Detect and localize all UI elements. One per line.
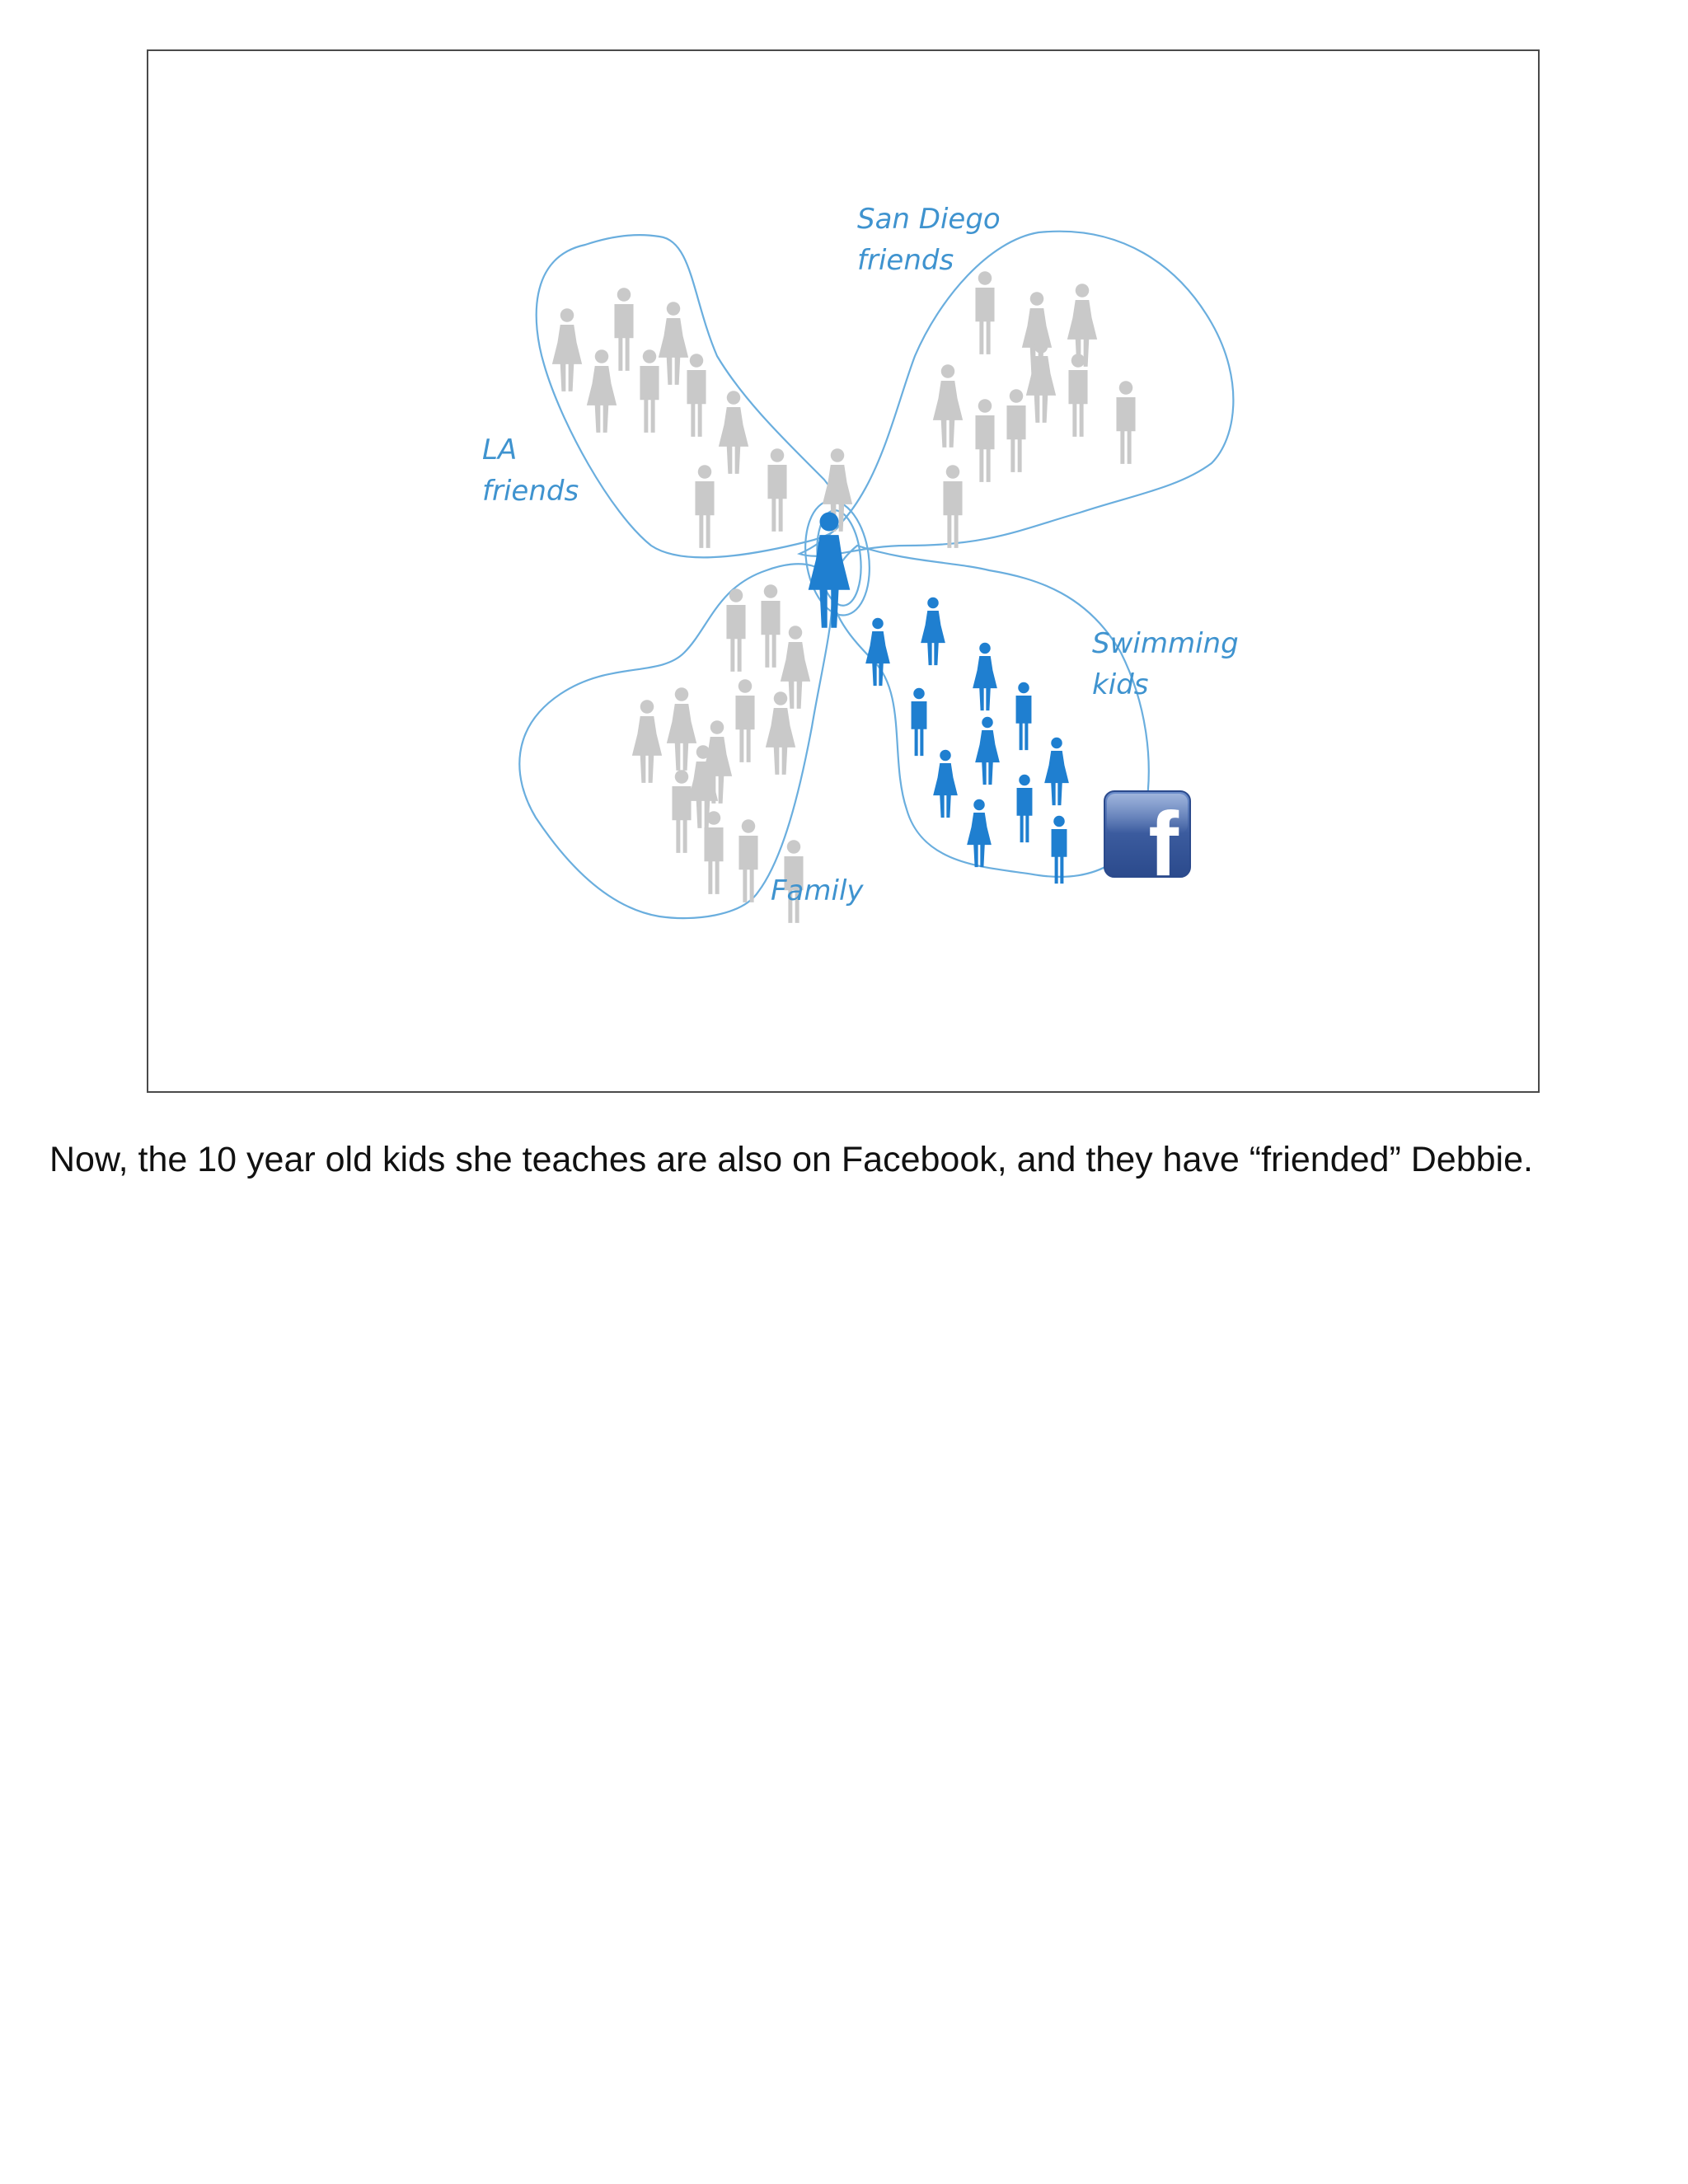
social-groups-diagram bbox=[148, 51, 1541, 1094]
person-grey-icon-3 bbox=[587, 349, 617, 433]
person-grey-icon-23 bbox=[667, 687, 696, 771]
people-layer bbox=[552, 271, 1136, 923]
person-grey-icon-0 bbox=[552, 308, 582, 391]
facebook-logo-letter: f bbox=[1148, 794, 1179, 895]
person-grey-icon-4 bbox=[640, 349, 659, 433]
person-grey-icon-19 bbox=[943, 465, 962, 548]
facebook-logo-icon bbox=[1104, 791, 1190, 895]
presenter-notes: Now, the 10 year old kids she teaches are also on Facebook, and they have “friended” Debbie. bbox=[49, 1140, 1533, 1179]
person-grey-icon-13 bbox=[1067, 284, 1097, 367]
person-blue-icon-6 bbox=[933, 750, 958, 818]
person-grey-icon-31 bbox=[738, 819, 757, 902]
person-blue-icon-3 bbox=[912, 688, 927, 756]
person-grey-icon-26 bbox=[735, 679, 754, 762]
label-sd-friends bbox=[857, 203, 1001, 277]
label-family-line1: Family bbox=[771, 874, 864, 907]
person-blue-icon-0 bbox=[865, 618, 890, 686]
person-grey-icon-5 bbox=[687, 354, 706, 437]
label-family bbox=[771, 874, 864, 907]
person-blue-icon-1 bbox=[921, 598, 945, 665]
person-grey-icon-17 bbox=[975, 399, 994, 482]
label-la-friends bbox=[482, 434, 579, 508]
label-swim-line1: Swimming bbox=[1092, 627, 1239, 660]
person-blue-icon-5 bbox=[975, 717, 1000, 785]
person-grey-icon-20 bbox=[726, 588, 745, 672]
person-grey-icon-6 bbox=[719, 391, 748, 474]
person-grey-icon-1 bbox=[614, 288, 633, 371]
label-la-line1: LA bbox=[482, 434, 518, 466]
person-blue-icon-9 bbox=[967, 799, 992, 867]
person-grey-icon-8 bbox=[767, 448, 786, 532]
person-grey-icon-29 bbox=[672, 770, 691, 853]
person-grey-icon-2 bbox=[659, 302, 688, 385]
label-sd-line2: friends bbox=[857, 244, 954, 277]
person-blue-icon-10 bbox=[1052, 816, 1067, 883]
person-grey-icon-10 bbox=[933, 364, 963, 448]
label-la-line2: friends bbox=[482, 475, 579, 508]
person-grey-icon-25 bbox=[632, 700, 662, 783]
person-grey-icon-21 bbox=[761, 584, 780, 668]
label-sd-line1: San Diego bbox=[857, 203, 1001, 236]
label-swimming-kids bbox=[1092, 627, 1239, 701]
person-blue-icon-4 bbox=[1016, 682, 1032, 750]
person-blue-icon-2 bbox=[973, 643, 997, 710]
person-grey-icon-18 bbox=[1006, 389, 1025, 472]
slide-frame bbox=[147, 49, 1540, 1093]
person-grey-icon-16 bbox=[1116, 381, 1135, 464]
person-blue-icon-7 bbox=[1017, 775, 1033, 842]
person-grey-icon-11 bbox=[975, 271, 994, 354]
label-swim-line2: kids bbox=[1092, 668, 1149, 701]
swimming-kids-outline bbox=[832, 546, 1148, 877]
person-grey-icon-7 bbox=[695, 465, 714, 548]
person-blue-icon-8 bbox=[1044, 738, 1069, 805]
